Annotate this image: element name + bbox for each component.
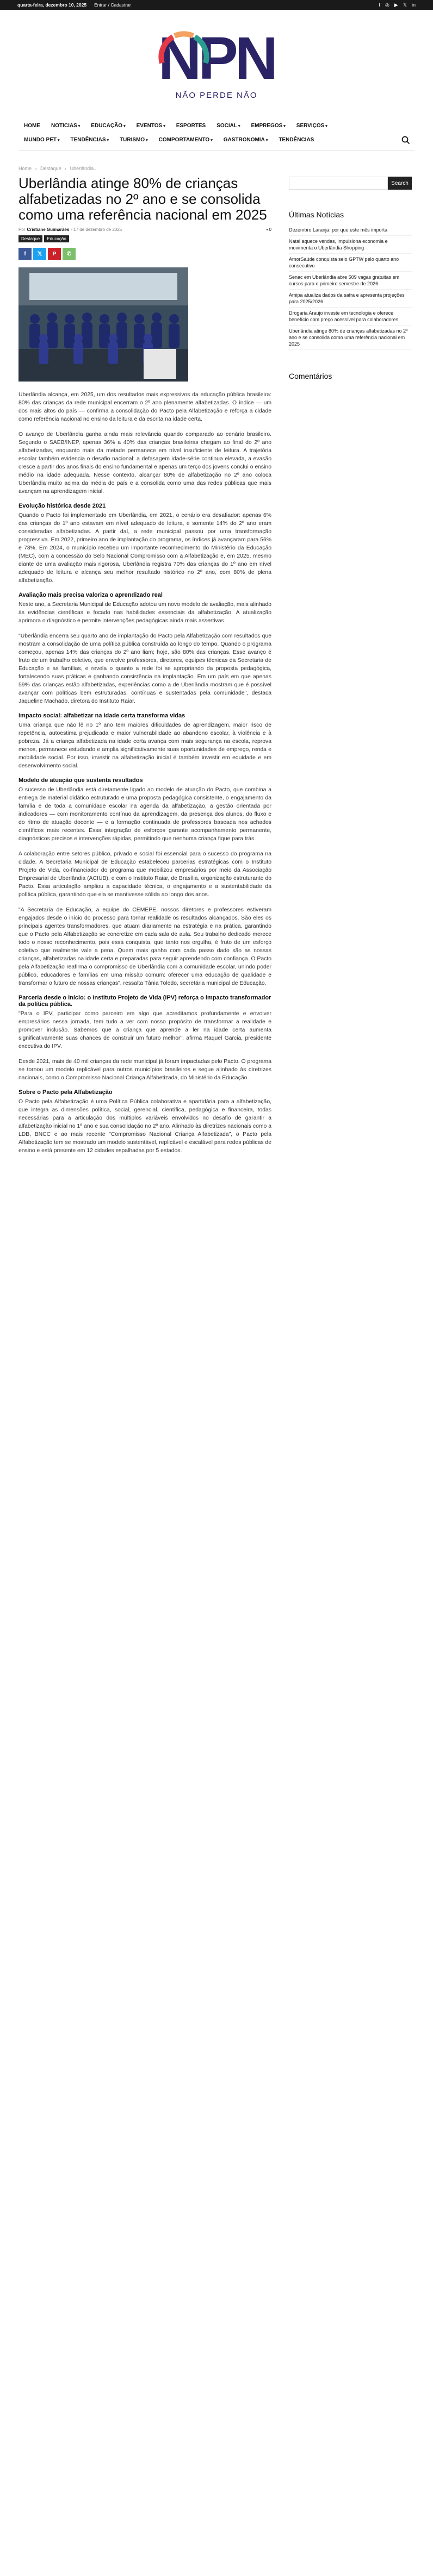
social-links (379, 2, 416, 8)
breadcrumb-category[interactable]: Destaque (40, 166, 61, 171)
logo-tagline: NÃO PERDE NÃO (175, 90, 258, 100)
paragraph: "Uberlândia encerra seu quarto ano de implantação do Pacto pela Alfabetização com resultados que mostram a consolidação de uma política pública construída ao longo do tempo. Quando o programa começou, apenas 14% das crianças do 2º ano liam; hoje, são 80% das crianças. Esse avanço é fruto de um trabalho coletivo, que envolve professores, diretores, equipes técnicas da Secretaria de Educação e as famílias, e revela o quanto a rede foi se apropriando da proposta pedagógica, fortalecendo suas práticas e ganhando consistência na implantação. Em um país em que apenas 59% das crianças estão alfabetizadas, experiências como a de Uberlândia mostram que é possível avançar com políticas bem estruturadas, contínuas e sustentadas pela comunidade", destaca Jaqueline Machado, diretora do Instituto Raiar. (18, 633, 271, 704)
tag-destaque[interactable]: Destaque (18, 235, 42, 242)
chevron-down-icon: ▾ (238, 124, 240, 128)
section-heading: Avaliação mais precisa valoriza o aprendizado real (18, 592, 163, 598)
linkedin-icon[interactable]: in (411, 2, 416, 8)
share-pinterest-button[interactable]: P (48, 248, 61, 260)
top-links (94, 2, 135, 8)
nav-item-educação[interactable]: EDUCAÇÃO ▾ (91, 122, 126, 129)
chevron-down-icon: ▾ (78, 124, 81, 128)
chevron-down-icon: ▾ (146, 138, 148, 142)
chevron-down-icon: ▾ (211, 138, 213, 142)
chevron-down-icon: ▾ (58, 138, 60, 142)
chevron-down-icon: ▾ (283, 124, 286, 128)
recent-news-item[interactable]: Amipa atualiza dados da safra e apresenta projeções para 2025/2026 (289, 290, 412, 308)
chevron-down-icon: ▾ (265, 138, 268, 142)
breadcrumb-home[interactable]: Home (18, 166, 32, 171)
article-meta (18, 227, 271, 232)
chevron-down-icon: ▾ (163, 124, 165, 128)
chevron-down-icon: ▾ (107, 138, 109, 142)
sidebar (289, 177, 412, 1162)
author-name[interactable]: Cristiane Guimarães (27, 227, 70, 232)
current-date: quarta-feira, dezembro 10, 2025 (17, 2, 87, 8)
nav-item-empregos[interactable]: EMPREGOS ▾ (251, 122, 286, 129)
site-logo[interactable] (0, 10, 433, 118)
sidebar-search (289, 177, 412, 190)
paragraph: Desde 2021, mais de 40 mil crianças da rede municipal já foram impactadas pelo Pacto. O programa se tornou um modelo replicável para outros municípios brasileiros e segue alinhado às diretrizes nacionais, como o Compromisso Nacional Criança Alfabetizada, do Ministério da Educação. (18, 1059, 271, 1081)
nav-row-2 (18, 133, 415, 147)
search-input[interactable] (289, 177, 388, 190)
nav-item-tendências[interactable]: TENDÊNCIAS ▾ (70, 136, 109, 143)
tag-educacao[interactable]: Educação (44, 235, 69, 242)
nav-item-serviços[interactable]: SERVIÇOS ▾ (296, 122, 327, 129)
nav-item-gastronomia[interactable]: GASTRONOMIA ▾ (223, 136, 268, 143)
nav-item-turismo[interactable]: TURISMO ▾ (120, 136, 148, 143)
comment-count[interactable]: ▪ 0 (266, 227, 271, 232)
top-bar (0, 0, 433, 10)
breadcrumb (18, 166, 271, 171)
recent-news-item[interactable]: Natal aquece vendas, impulsiona economia e movimenta o Uberlândia Shopping (289, 236, 412, 254)
section-heading: Sobre o Pacto pela Alfabetização (18, 1089, 113, 1096)
share-facebook-button[interactable]: f (18, 248, 32, 260)
search-icon[interactable] (401, 136, 410, 145)
share-whatsapp-button[interactable]: ✆ (63, 248, 76, 260)
nav-item-esportes[interactable]: ESPORTES (176, 122, 206, 129)
recent-news-item[interactable]: Senac em Uberlândia abre 509 vagas gratuitas em cursos para o primeiro semestre de 2026 (289, 272, 412, 290)
nav-item-home[interactable]: HOME (24, 122, 40, 129)
youtube-icon[interactable]: ▶ (394, 2, 398, 8)
recent-news-list (289, 224, 412, 350)
paragraph: O sucesso de Uberlândia está diretamente ligado ao modelo de atuação do Pacto, que combina a entrega de material didático estruturado e uma proposta pedagógica consistente, o engajamento da família e de toda a comunidade escolar na agenda da alfabetização, a gestão orientada por indicadores — com monitoramento contínuo da aprendizagem, da presença dos alunos, do fluxo e do ritmo de atuação docente — e a formação continuada de professores baseada nos achados científicos mais recentes. Essa integração de esforços garante acompanhamento permanente, diagnósticos precisos e intervenções rápidas, permitindo que nenhuma criança fique para trás. (18, 787, 271, 842)
publish-date: - 17 de dezembro de 2025 (71, 227, 122, 232)
nav-row-1 (18, 118, 415, 133)
paragraph: Uberlândia alcança, em 2025, um dos resultados mais expressivos da educação pública brasileira: 80% das crianças da rede municipal encerram o 2º ano plenamente alfabetizadas. O índice — um dos mais altos do país — confirma a consolidação do Pacto pela Alfabetização e reforça a cidade como referência nacional no ensino da leitura e da escrita na idade certa. (18, 392, 271, 422)
section-heading: Impacto social: alfabetizar na idade certa transforma vidas (18, 712, 185, 719)
search-button[interactable]: Search (388, 177, 412, 190)
nav-item-comportamento[interactable]: COMPORTAMENTO ▾ (158, 136, 213, 143)
section-heading: Modelo de atuação que sustenta resultados (18, 777, 143, 784)
breadcrumb-separator: › (65, 166, 67, 171)
paragraph: Neste ano, a Secretaria Municipal de Educação adotou um novo modelo de avaliação, mais alinhado às evidências científicas e focado nas habilidades essenciais da alfabetização. A atualização aprimora o diagnóstico e permite intervenções pedagógicas ainda mais assertivas. (18, 602, 271, 624)
chevron-down-icon: ▾ (325, 124, 327, 128)
hero-photo (18, 267, 188, 382)
nav-item-noticias[interactable]: NOTICIAS ▾ (51, 122, 81, 129)
recent-news-item[interactable]: AmorSaúde conquista selo GPTW pelo quarto ano consecutivo (289, 254, 412, 272)
nav-item-eventos[interactable]: EVENTOS ▾ (136, 122, 165, 129)
paragraph: Uma criança que não lê no 1º ano tem maiores dificuldades de aprendizagem, maior risco de repetência, autoestima prejudicada e maior vulnerabilidade ao abandono escolar, à violência e à pobreza. Já a criança alfabetizada na idade certa avança com mais segurança na escola, reprova menos, permanece estudando e amplia significativamente suas oportunidades de emprego, renda e mobilidade social. Por isso, investir na alfabetização inicial é também investir em equidade e em desenvolvimento social. (18, 722, 271, 769)
paragraph: A colaboração entre setores público, privado e social foi essencial para o sucesso do programa na cidade. A Secretaria Municipal de Educação estabeleceu parcerias estratégicas com o Instituto Projeto de Vida, co-financiador do programa que mobilizou empresários por meio da Associação Empresarial de Uberlândia (ACIUB), e com o Instituto Raiar, de Brasília, organização estruturante do Pacto. Essa articulação ampliou a capacidade técnica, o engajamento e a sustentabilidade da política pública, garantindo que ela se mantivesse sólida ao longo dos anos. (18, 851, 271, 898)
article-body (18, 391, 271, 1155)
paragraph: O Pacto pela Alfabetização é uma Política Pública colaborativa e apartidária para a alfabetização, que integra as dimensões política, social, gerencial, científica, pedagógica e financeira, todas necessárias para a articulação dos múltiplos variáveis envolvidos no desafio de garantir a alfabetização inicial no 1º ano e sua consolidação no 2º ano. Alinhado às diretrizes nacionais como a LDB, BNCC e ao mais recente "Compromisso Nacional Criança Alfabetizada", o Pacto pela Alfabetização tem se mostrado um modelo sustentável, replicável e escalável para redes públicas de ensino e está presente em 12 cidades espalhadas por 5 estados. (18, 1099, 271, 1154)
share-buttons (18, 248, 271, 260)
section-heading: Evolução histórica desde 2021 (18, 503, 106, 509)
paragraph: Quando o Pacto foi implementado em Uberlândia, em 2021, o cenário era desafiador: apenas 6% das crianças do 1º ano estavam em nível adequado de leitura, e somente 14% do 2º ano eram consideradas alfabetizadas. A partir daí, a rede municipal passou por uma transformação progressiva. Em 2022, primeiro ano de implantação do programa, os índices já avançaram para 56% e 73%. Em 2024, o município recebeu um importante reconhecimento do Ministério da Educação (MEC), com a concessão do Selo Nacional Compromisso com a Alfabetização e, em 2025, mesmo diante de uma avaliação mais rigorosa, Uberlândia registra 70% das crianças do 1º ano em nível adequado de leitura e alcança seu melhor resultado histórico no 2º ano, com 80% de plena alfabetização. (18, 512, 271, 584)
section-heading: Parceria desde o início: o Instituto Projeto de Vida (IPV) reforça o impacto transformador da política pública. (18, 995, 271, 1008)
paragraph: "A Secretaria de Educação, a equipe do CEMEPE, nossos diretores e professores estiveram engajados desde o início do processo para tornar realidade os resultados alcançados. São eles os principais agentes transformadores, que atuam diariamente na estratégia e na prática, garantindo que o Pacto pela Alfabetização se concretize em cada sala de aula. Seu trabalho dedicado merece todo o nosso reconhecimento, pois essa conquista, que tanto nos orgulha, é fruto de um esforço coletivo que realmente vale a pena. Quem mais ganha com cada passo dado são as nossas crianças, alfabetizadas na idade certa e preparadas para seguir aprendendo com confiança. O Pacto pela Alfabetização reafirma o compromisso de Uberlândia com a comunidade escolar, unindo poder público, educadores e famílias em uma missão comum: oferecer uma educação de qualidade e transformar o futuro de nossas crianças", ressalta Tânia Toledo, secretária municipal de Educação. (18, 907, 271, 986)
nav-item-tendências[interactable]: TENDÊNCIAS (279, 136, 314, 143)
article-title: Uberlândia atinge 80% de crianças alfabetizadas no 2º ano e se consolida como uma referência nacional em 2025 (18, 175, 267, 223)
recent-news-heading: Últimas Notícias (289, 210, 344, 219)
chevron-down-icon: ▾ (123, 124, 126, 128)
comments-heading: Comentários (289, 372, 332, 380)
article-tags (18, 235, 271, 242)
comment-icon: ▪ (266, 227, 269, 232)
nav-item-social[interactable]: SOCIAL ▾ (216, 122, 240, 129)
share-x-button[interactable]: 𝕏 (33, 248, 46, 260)
facebook-icon[interactable]: f (379, 2, 380, 8)
breadcrumb-current: Uberlândia... (70, 166, 98, 171)
main-navigation (18, 118, 415, 151)
recent-news-item[interactable]: Drogaria Araujo investe em tecnologia e oferece benefício com preço acessível para colaboradores (289, 308, 412, 326)
instagram-icon[interactable]: ◎ (385, 2, 389, 8)
breadcrumb-separator: › (35, 166, 37, 171)
recent-news-item[interactable]: Dezembro Laranja: por que este mês importa (289, 224, 412, 236)
x-icon[interactable]: 𝕏 (403, 2, 407, 8)
logo-text: NPN (158, 24, 275, 92)
recent-news-item[interactable]: Uberlândia atinge 80% de crianças alfabetizadas no 2º ano e se consolida como uma referência nacional em 2025 (289, 326, 412, 350)
login-link[interactable]: Entrar / Cadastrar (94, 2, 131, 8)
logo-mark-icon (154, 25, 214, 85)
nav-item-mundo-pet[interactable]: MUNDO PET ▾ (24, 136, 60, 143)
byline-prefix: Por (18, 227, 26, 232)
article-column (18, 166, 271, 1162)
paragraph: "Para o IPV, participar como parceiro em algo que acreditamos profundamente e envolver empresários nessa jornada, tem tudo a ver com nosso propósito de transformar a realidade e promover inclusão. Sabemos que a criança que aprende a ler na idade certa aumenta significativamente suas chances de construir um futuro melhor", afirma Raquel Garcia, presidente executiva do IPV. (18, 1011, 271, 1049)
paragraph: O avanço de Uberlândia ganha ainda mais relevância quando comparado ao cenário brasileiro. Segundo o SAEB/INEP, apenas 36% a 40% das crianças brasileiras chegam ao final do 2º ano alfabetizadas, enquanto mais da metade permanece em nível insuficiente de leitura. A trajetória escolar também evidencia o desafio nacional: a defasagem idade-série continua elevada, a evasão cresce a partir dos anos finais do ensino fundamental e apenas um terço dos jovens conclui o ensino médio na idade adequada. Nesse contexto, alcançar 80% de alfabetização no 2º ano coloca Uberlândia muito acima da média do país e a consolida como uma das redes públicas que mais avançam na aprendizagem inicial. (18, 432, 271, 495)
